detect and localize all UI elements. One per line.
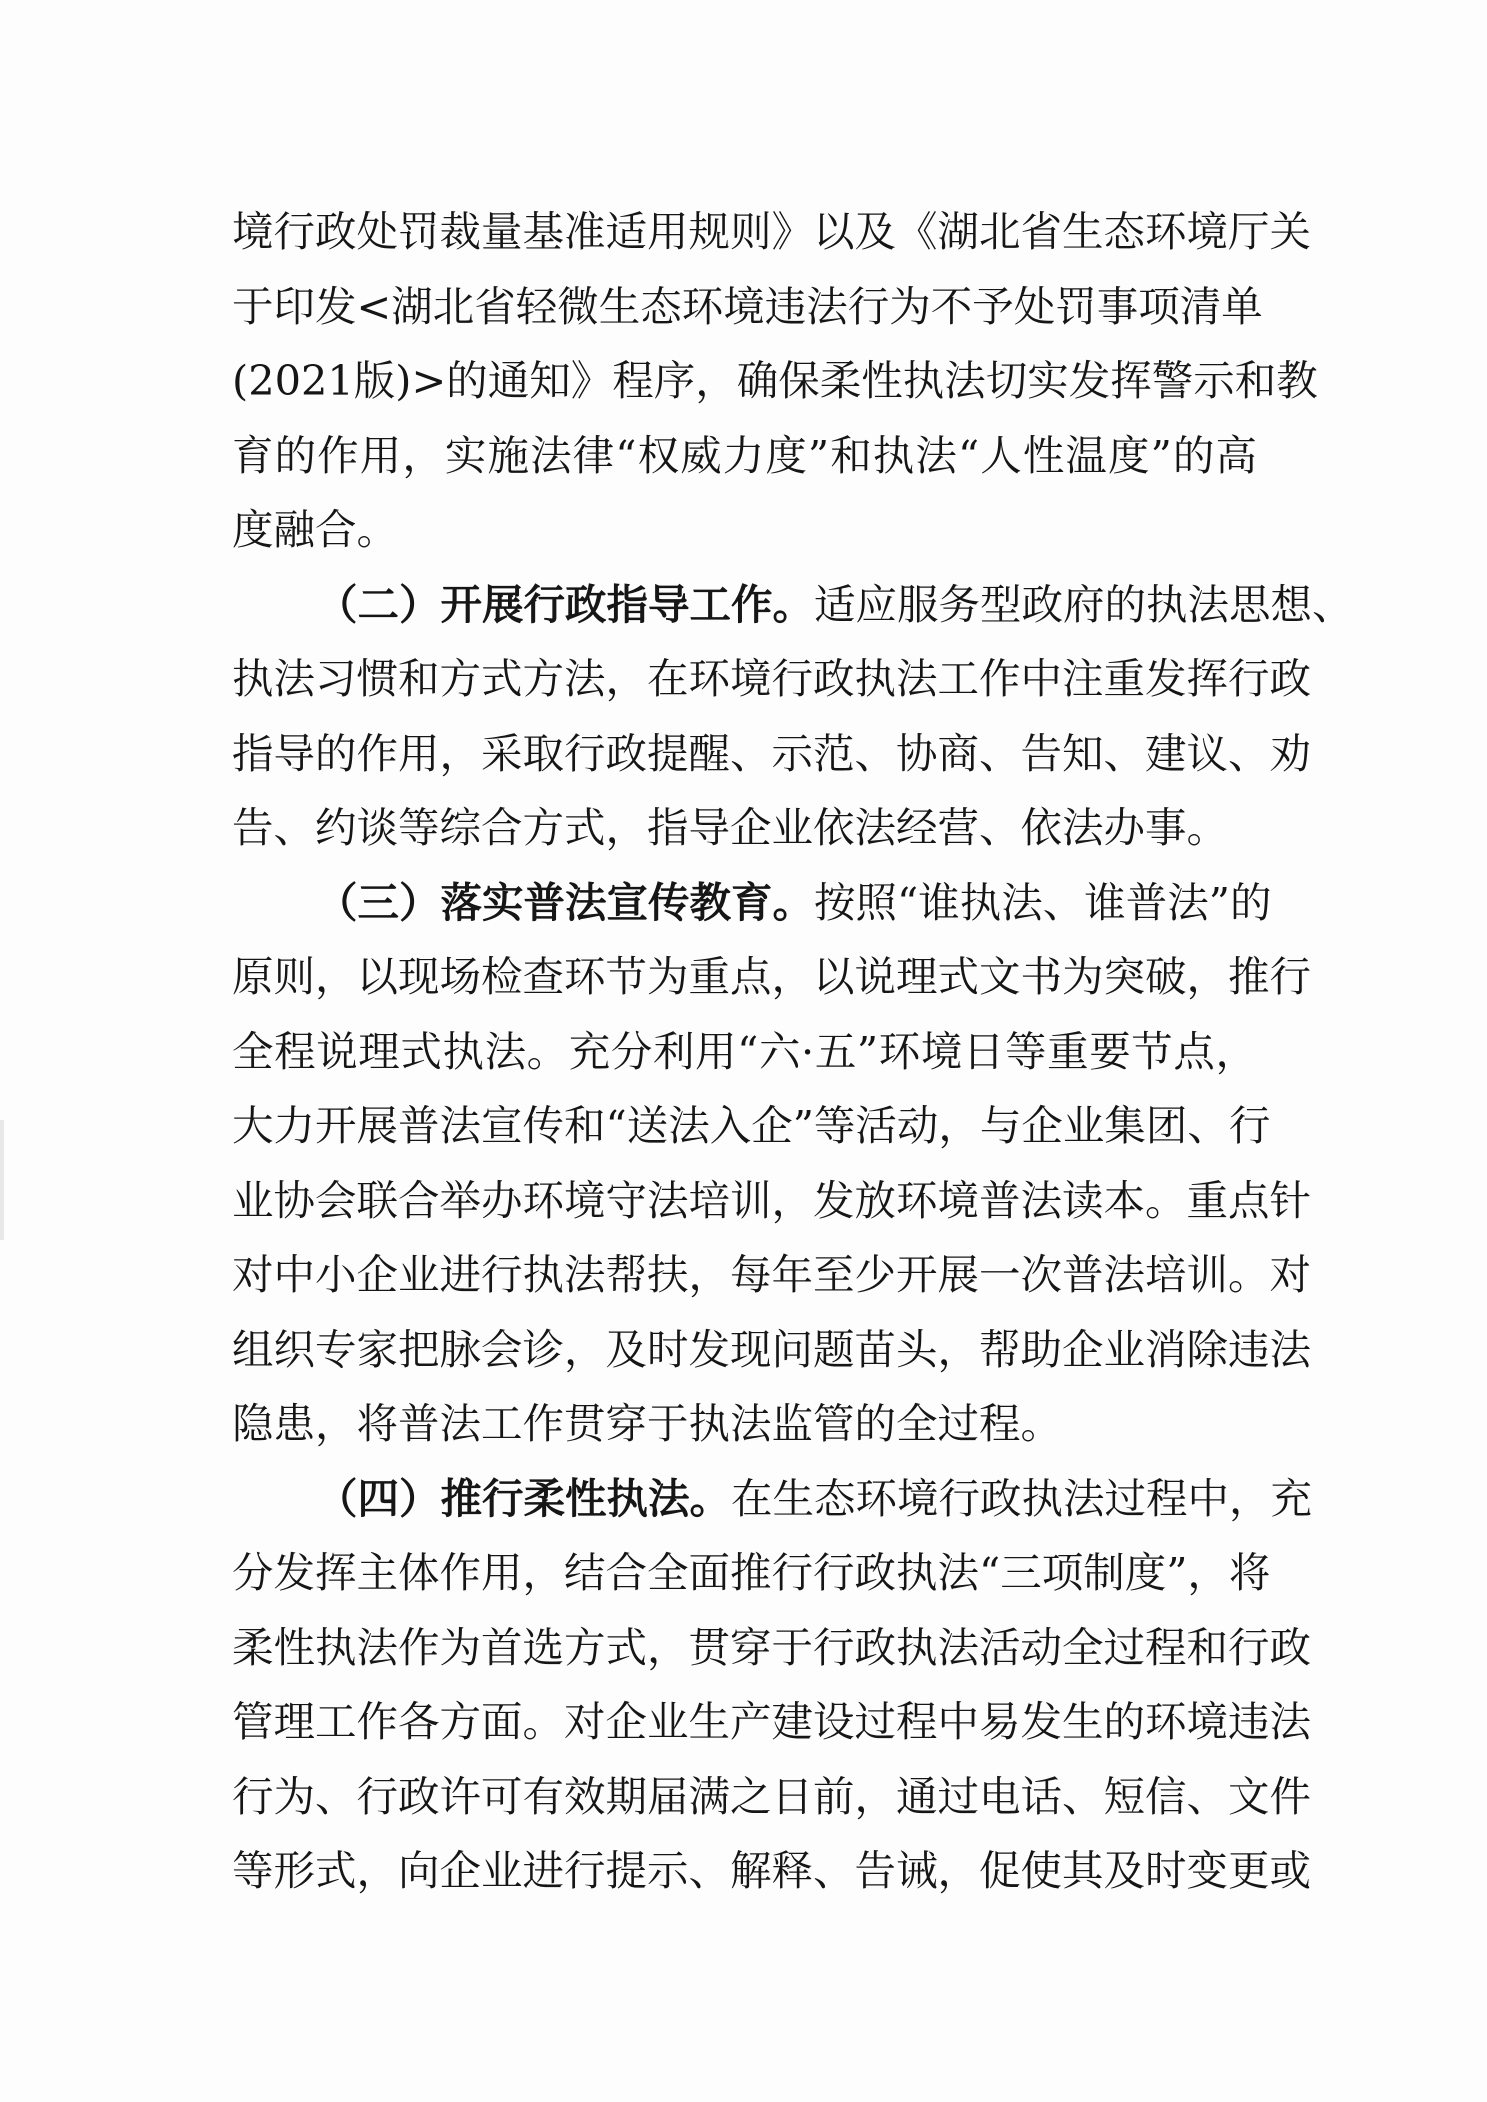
text-line: 隐患，将普法工作贯穿于执法监管的全过程。	[232, 1399, 1063, 1448]
text-line: 柔性执法作为首选方式，贯穿于行政执法活动全过程和行政	[232, 1622, 1312, 1672]
text-line: 管理工作各方面。对企业生产建设过程中易发生的环境违法	[232, 1697, 1312, 1746]
text-line: 大力开展普法宣传和“送法入企”等活动，与企业集团、行	[232, 1101, 1271, 1150]
text-line: 等形式，向企业进行提示、解释、告诫，促使其及时变更或	[232, 1846, 1312, 1895]
text-line: 组织专家把脉会诊，及时发现问题苗头，帮助企业消除违法	[232, 1324, 1312, 1374]
section-heading: （四）推行柔性执法。	[316, 1473, 732, 1523]
text-line: 于印发<湖北省轻微生态环境违法行为不予处罚事项清单	[232, 281, 1263, 331]
section-heading: （二）开展行政指导工作。	[316, 579, 815, 629]
text-line: 全程说理式执法。充分利用“六·五”环境日等重要节点，	[232, 1026, 1257, 1076]
text-line: 指导的作用，采取行政提醒、示范、协商、告知、建议、劝	[232, 728, 1312, 778]
text-line: (2021版)>的通知》程序，确保柔性执法切实发挥警示和教	[232, 356, 1318, 405]
text-line: 业协会联合举办环境守法培训，发放环境普法读本。重点针	[232, 1175, 1312, 1225]
body-text	[232, 195, 1354, 1909]
section-text: 在生态环境行政执法过程中，充	[731, 1473, 1313, 1523]
section-first-line	[232, 1462, 1313, 1537]
section-first-line	[232, 866, 1272, 941]
section-first-line	[232, 568, 1354, 643]
text-line: 告、约谈等综合方式，指导企业依法经营、依法办事。	[232, 803, 1229, 852]
section-text: 按照“谁执法、谁普法”的	[814, 877, 1272, 927]
text-line: 度融合。	[232, 505, 399, 554]
section-text: 适应服务型政府的执法思想、	[814, 579, 1354, 629]
scan-edge-mark	[0, 1120, 4, 1240]
text-line: 境行政处罚裁量基准适用规则》以及《湖北省生态环境厅关	[232, 207, 1312, 256]
text-line: 对中小企业进行执法帮扶，每年至少开展一次普法培训。对	[232, 1250, 1312, 1299]
text-line: 执法习惯和方式方法，在环境行政执法工作中注重发挥行政	[232, 654, 1312, 703]
text-line: 育的作用，实施法律“权威力度”和执法“人性温度”的高	[232, 430, 1257, 480]
text-line: 原则，以现场检查环节为重点，以说理式文书为突破，推行	[232, 952, 1312, 1001]
section-heading: （三）落实普法宣传教育。	[316, 877, 815, 927]
text-line: 分发挥主体作用，结合全面推行行政执法“三项制度”，将	[232, 1548, 1271, 1597]
text-line: 行为、行政许可有效期届满之日前，通过电话、短信、文件	[232, 1771, 1312, 1821]
